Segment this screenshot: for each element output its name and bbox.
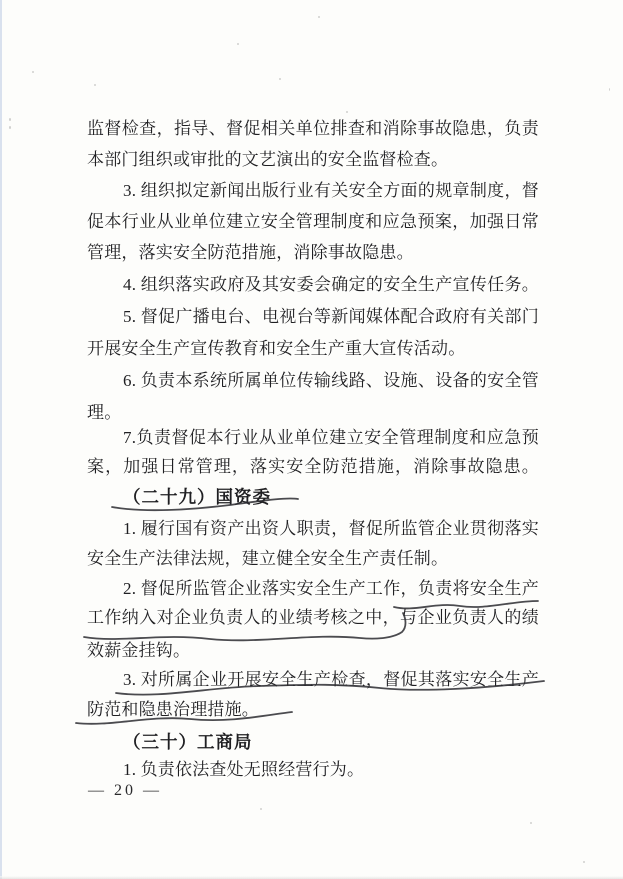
scan-speck xyxy=(9,126,11,129)
scan-speck xyxy=(279,78,281,80)
text-line: 管理，落实安全防范措施，消除事故隐患。 xyxy=(87,243,414,262)
page-number: — 20 — xyxy=(88,782,162,799)
scan-speck xyxy=(583,861,585,863)
scan-speck xyxy=(346,111,348,113)
text-line: 2. 督促所监管企业落实安全生产工作，负责将安全生产 xyxy=(123,579,539,598)
scan-left-edge xyxy=(0,0,2,879)
text-line: 3. 对所属企业开展安全生产检查，督促其落实安全生产 xyxy=(123,670,539,689)
text-line: 1. 负责依法查处无照经营行为。 xyxy=(123,760,365,779)
scan-speck xyxy=(237,43,239,45)
text-line: 促本行业从业单位建立安全管理制度和应急预案，加强日常 xyxy=(87,212,539,231)
text-line: 3. 组织拟定新闻出版行业有关安全方面的规章制度，督 xyxy=(123,181,539,200)
scan-speck xyxy=(260,808,262,810)
text-line: 7.负责督促本行业从业单位建立安全管理制度和应急预 xyxy=(123,428,539,447)
text-line: 本部门组织或审批的文艺演出的安全监督检查。 xyxy=(87,150,449,169)
section-heading-29: （二十九）国资委 xyxy=(123,487,271,507)
text-line: 监督检查，指导、督促相关单位排查和消除事故隐患，负责 xyxy=(87,119,539,138)
text-line: 1. 履行国有资产出资人职责，督促所监管企业贯彻落实 xyxy=(123,519,539,538)
scan-speck xyxy=(94,84,96,86)
text-line: 4. 组织落实政府及其安委会确定的安全生产宣传任务。 xyxy=(123,275,539,294)
scan-speck xyxy=(530,822,532,824)
scan-speck xyxy=(9,118,11,121)
text-line: 5. 督促广播电台、电视台等新闻媒体配合政府有关部门 xyxy=(123,307,539,326)
text-line: 理。 xyxy=(87,403,122,422)
text-line: 案，加强日常管理，落实安全防范措施，消除事故隐患。 xyxy=(87,457,539,476)
scan-speck xyxy=(318,16,320,18)
text-line: 效薪金挂钩。 xyxy=(87,641,191,660)
text-line: 工作纳入对企业负责人的业绩考核之中，与企业负责人的绩 xyxy=(87,608,539,627)
text-line: 防范和隐患治理措施。 xyxy=(87,700,259,719)
text-line: 开展安全生产宣传教育和安全生产重大宣传活动。 xyxy=(87,339,466,358)
scan-speck xyxy=(609,88,610,91)
text-line: 6. 负责本系统所属单位传输线路、设施、设备的安全管 xyxy=(123,371,539,390)
scan-speck xyxy=(32,71,34,73)
section-heading-30: （三十）工商局 xyxy=(123,732,253,752)
text-line: 安全生产法律法规，建立健全安全生产责任制。 xyxy=(87,549,449,568)
